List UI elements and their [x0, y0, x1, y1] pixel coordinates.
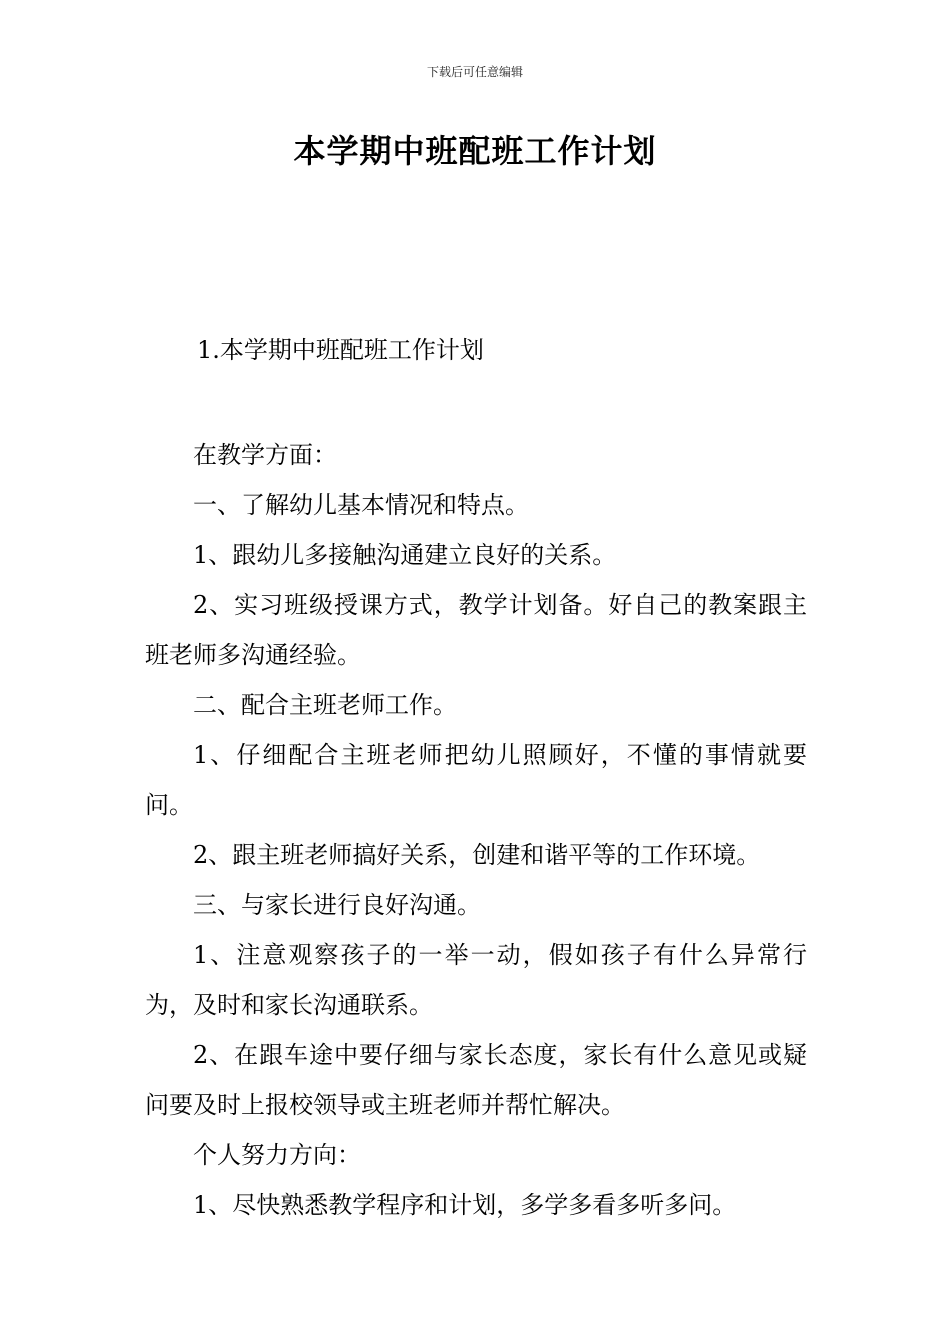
paragraph: 1、仔细配合主班老师把幼儿照顾好，不懂的事情就要问。 [145, 741, 807, 819]
paragraph: 2、在跟车途中要仔细与家长态度，家长有什么意见或疑问要及时上报校领导或主班老师并帮忙解决。 [145, 1041, 807, 1119]
document-title: 本学期中班配班工作计划 [293, 132, 657, 170]
paragraph: 二、配合主班老师工作。 [193, 691, 457, 719]
section-heading: 1.本学期中班配班工作计划 [197, 336, 484, 364]
paragraph: 三、与家长进行良好沟通。 [193, 891, 481, 919]
document-body [145, 430, 807, 1230]
paragraph: 1、注意观察孩子的一举一动，假如孩子有什么异常行为，及时和家长沟通联系。 [145, 941, 807, 1019]
paragraph: 1、尽快熟悉教学程序和计划，多学多看多听多问。 [193, 1191, 737, 1219]
paragraph: 2、实习班级授课方式，教学计划备。好自己的教案跟主班老师多沟通经验。 [145, 591, 807, 669]
paragraph: 1、跟幼儿多接触沟通建立良好的关系。 [193, 541, 617, 569]
paragraph: 个人努力方向： [193, 1141, 361, 1169]
page-header-note: 下载后可任意编辑 [426, 65, 523, 79]
paragraph: 在教学方面： [193, 441, 337, 469]
paragraph: 2、跟主班老师搞好关系，创建和谐平等的工作环境。 [193, 841, 761, 869]
paragraph: 一、了解幼儿基本情况和特点。 [193, 491, 529, 519]
